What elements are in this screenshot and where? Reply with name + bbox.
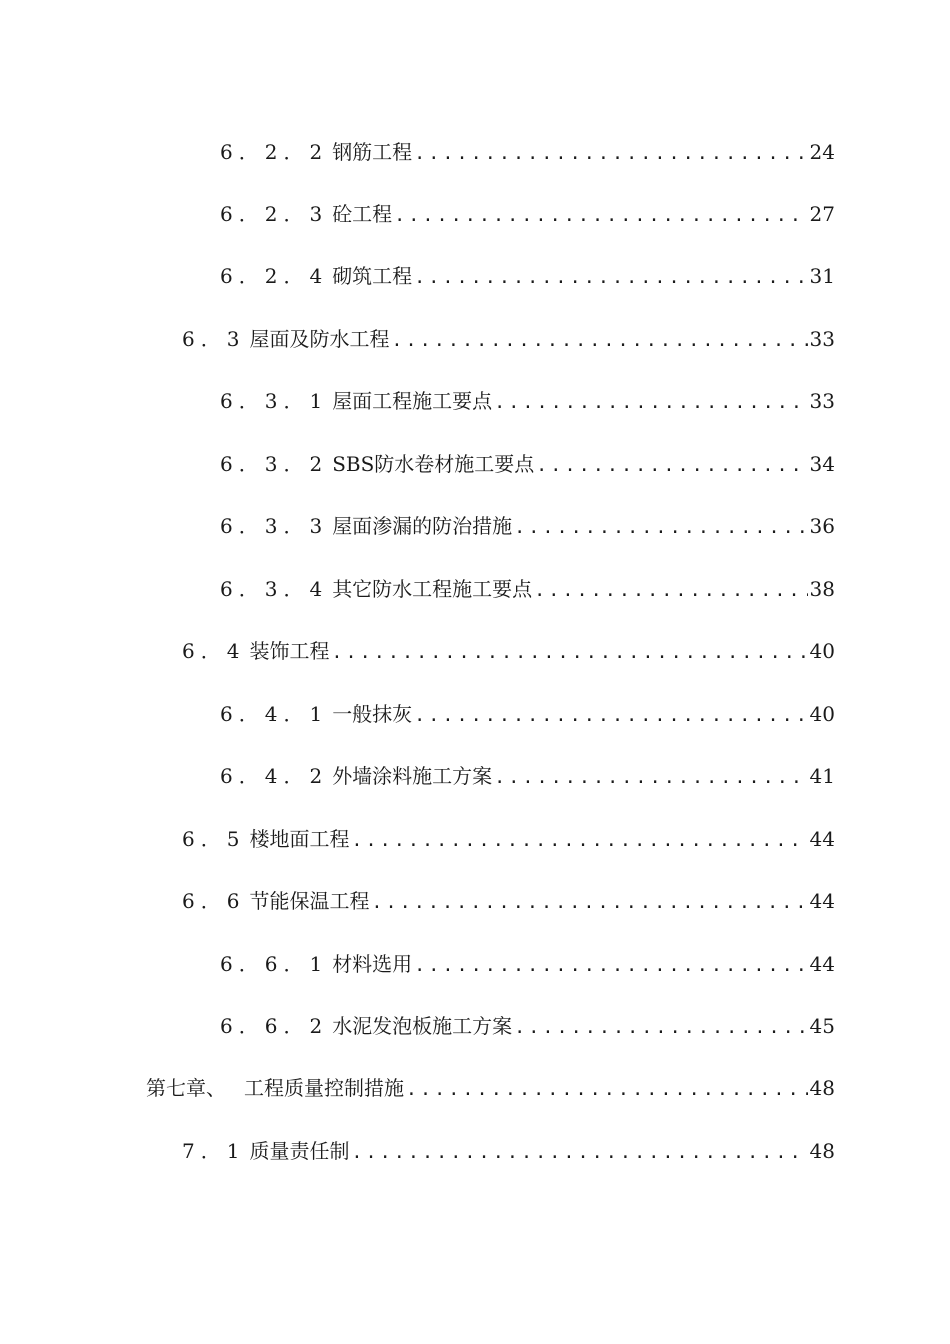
toc-entry[interactable] — [146, 1073, 835, 1103]
toc-number: 6．4．1 — [220, 702, 329, 726]
toc-title: 节能保温工程 — [249, 889, 370, 913]
toc-entry[interactable] — [182, 636, 835, 666]
toc-number: 6．6．1 — [220, 952, 329, 976]
toc-page-number: 31 — [809, 264, 835, 288]
toc-number: 6．3．4 — [220, 577, 329, 601]
toc-title: SBS防水卷材施工要点 — [332, 452, 535, 476]
toc-number: 6．4 — [182, 639, 246, 663]
toc-title: 砌筑工程 — [332, 264, 413, 288]
toc-number: 6．6．2 — [220, 1014, 329, 1038]
toc-page-number: 44 — [809, 827, 835, 851]
toc-entry[interactable] — [220, 449, 835, 479]
dot-leader — [351, 826, 807, 856]
toc-page-number: 48 — [809, 1139, 835, 1163]
toc-number: 6．2．2 — [220, 140, 329, 164]
dot-leader — [534, 576, 807, 606]
toc-title: 水泥发泡板施工方案 — [332, 1014, 513, 1038]
dot-leader — [394, 201, 807, 231]
toc-page-number: 44 — [809, 889, 835, 913]
toc-title: 屋面及防水工程 — [249, 327, 390, 351]
toc-entry[interactable] — [220, 1011, 835, 1041]
toc-page-number: 38 — [809, 577, 835, 601]
dot-leader — [514, 513, 807, 543]
toc-entry[interactable] — [220, 386, 835, 416]
toc-title: 质量责任制 — [249, 1139, 350, 1163]
toc-title: 屋面工程施工要点 — [332, 389, 493, 413]
toc-page-number: 34 — [809, 452, 835, 476]
toc-entry[interactable] — [220, 261, 835, 291]
toc-number: 6．6 — [182, 889, 246, 913]
toc-page-number: 48 — [809, 1076, 835, 1100]
toc-entry[interactable] — [220, 574, 835, 604]
toc-page-number: 27 — [809, 202, 835, 226]
toc-number: 6．3．3 — [220, 514, 329, 538]
toc-entry[interactable] — [182, 1136, 835, 1166]
toc-entry[interactable] — [220, 137, 835, 167]
dot-leader — [351, 1138, 807, 1168]
dot-leader — [494, 388, 807, 418]
toc-entry[interactable] — [182, 324, 835, 354]
toc-number: 6．3．1 — [220, 389, 329, 413]
toc-title: 材料选用 — [332, 952, 413, 976]
toc-title: 砼工程 — [332, 202, 393, 226]
toc-entry[interactable] — [182, 824, 835, 854]
toc-number: 6．2．4 — [220, 264, 329, 288]
toc-title: 屋面渗漏的防治措施 — [332, 514, 513, 538]
toc-entry[interactable] — [220, 199, 835, 229]
dot-leader — [536, 451, 807, 481]
toc-page-number: 45 — [809, 1014, 835, 1038]
dot-leader — [414, 701, 807, 731]
toc-page-number: 41 — [809, 764, 835, 788]
dot-leader — [331, 638, 807, 668]
toc-page-number: 40 — [809, 702, 835, 726]
dot-leader — [494, 763, 807, 793]
toc-number: 6．4．2 — [220, 764, 329, 788]
toc-page-number: 24 — [809, 140, 835, 164]
toc-title: 一般抹灰 — [332, 702, 413, 726]
toc-title: 钢筋工程 — [332, 140, 413, 164]
toc-entry[interactable] — [220, 761, 835, 791]
dot-leader — [414, 139, 807, 169]
toc-page-number: 40 — [809, 639, 835, 663]
dot-leader — [391, 326, 807, 356]
toc-number: 6．5 — [182, 827, 246, 851]
toc-title: 装饰工程 — [249, 639, 330, 663]
toc-title: 其它防水工程施工要点 — [332, 577, 533, 601]
toc-number: 6．3 — [182, 327, 246, 351]
toc-title: 楼地面工程 — [249, 827, 350, 851]
dot-leader — [371, 888, 807, 918]
toc-entry[interactable] — [220, 699, 835, 729]
toc-entry[interactable] — [220, 949, 835, 979]
toc-title: 工程质量控制措施 — [244, 1076, 404, 1100]
toc-entry[interactable] — [220, 511, 835, 541]
toc-page-number: 36 — [809, 514, 835, 538]
toc-number: 6．2．3 — [220, 202, 329, 226]
toc-number: 6．3．2 — [220, 452, 329, 476]
dot-leader — [414, 951, 807, 981]
toc-number: 7．1 — [182, 1139, 246, 1163]
toc-entry[interactable] — [182, 886, 835, 916]
toc-number: 第七章、 — [146, 1076, 226, 1100]
toc-page-number: 44 — [809, 952, 835, 976]
dot-leader — [414, 263, 807, 293]
dot-leader — [514, 1013, 807, 1043]
toc-title: 外墙涂料施工方案 — [332, 764, 493, 788]
toc-page-number: 33 — [809, 327, 835, 351]
dot-leader — [406, 1075, 808, 1105]
toc-page-number: 33 — [809, 389, 835, 413]
